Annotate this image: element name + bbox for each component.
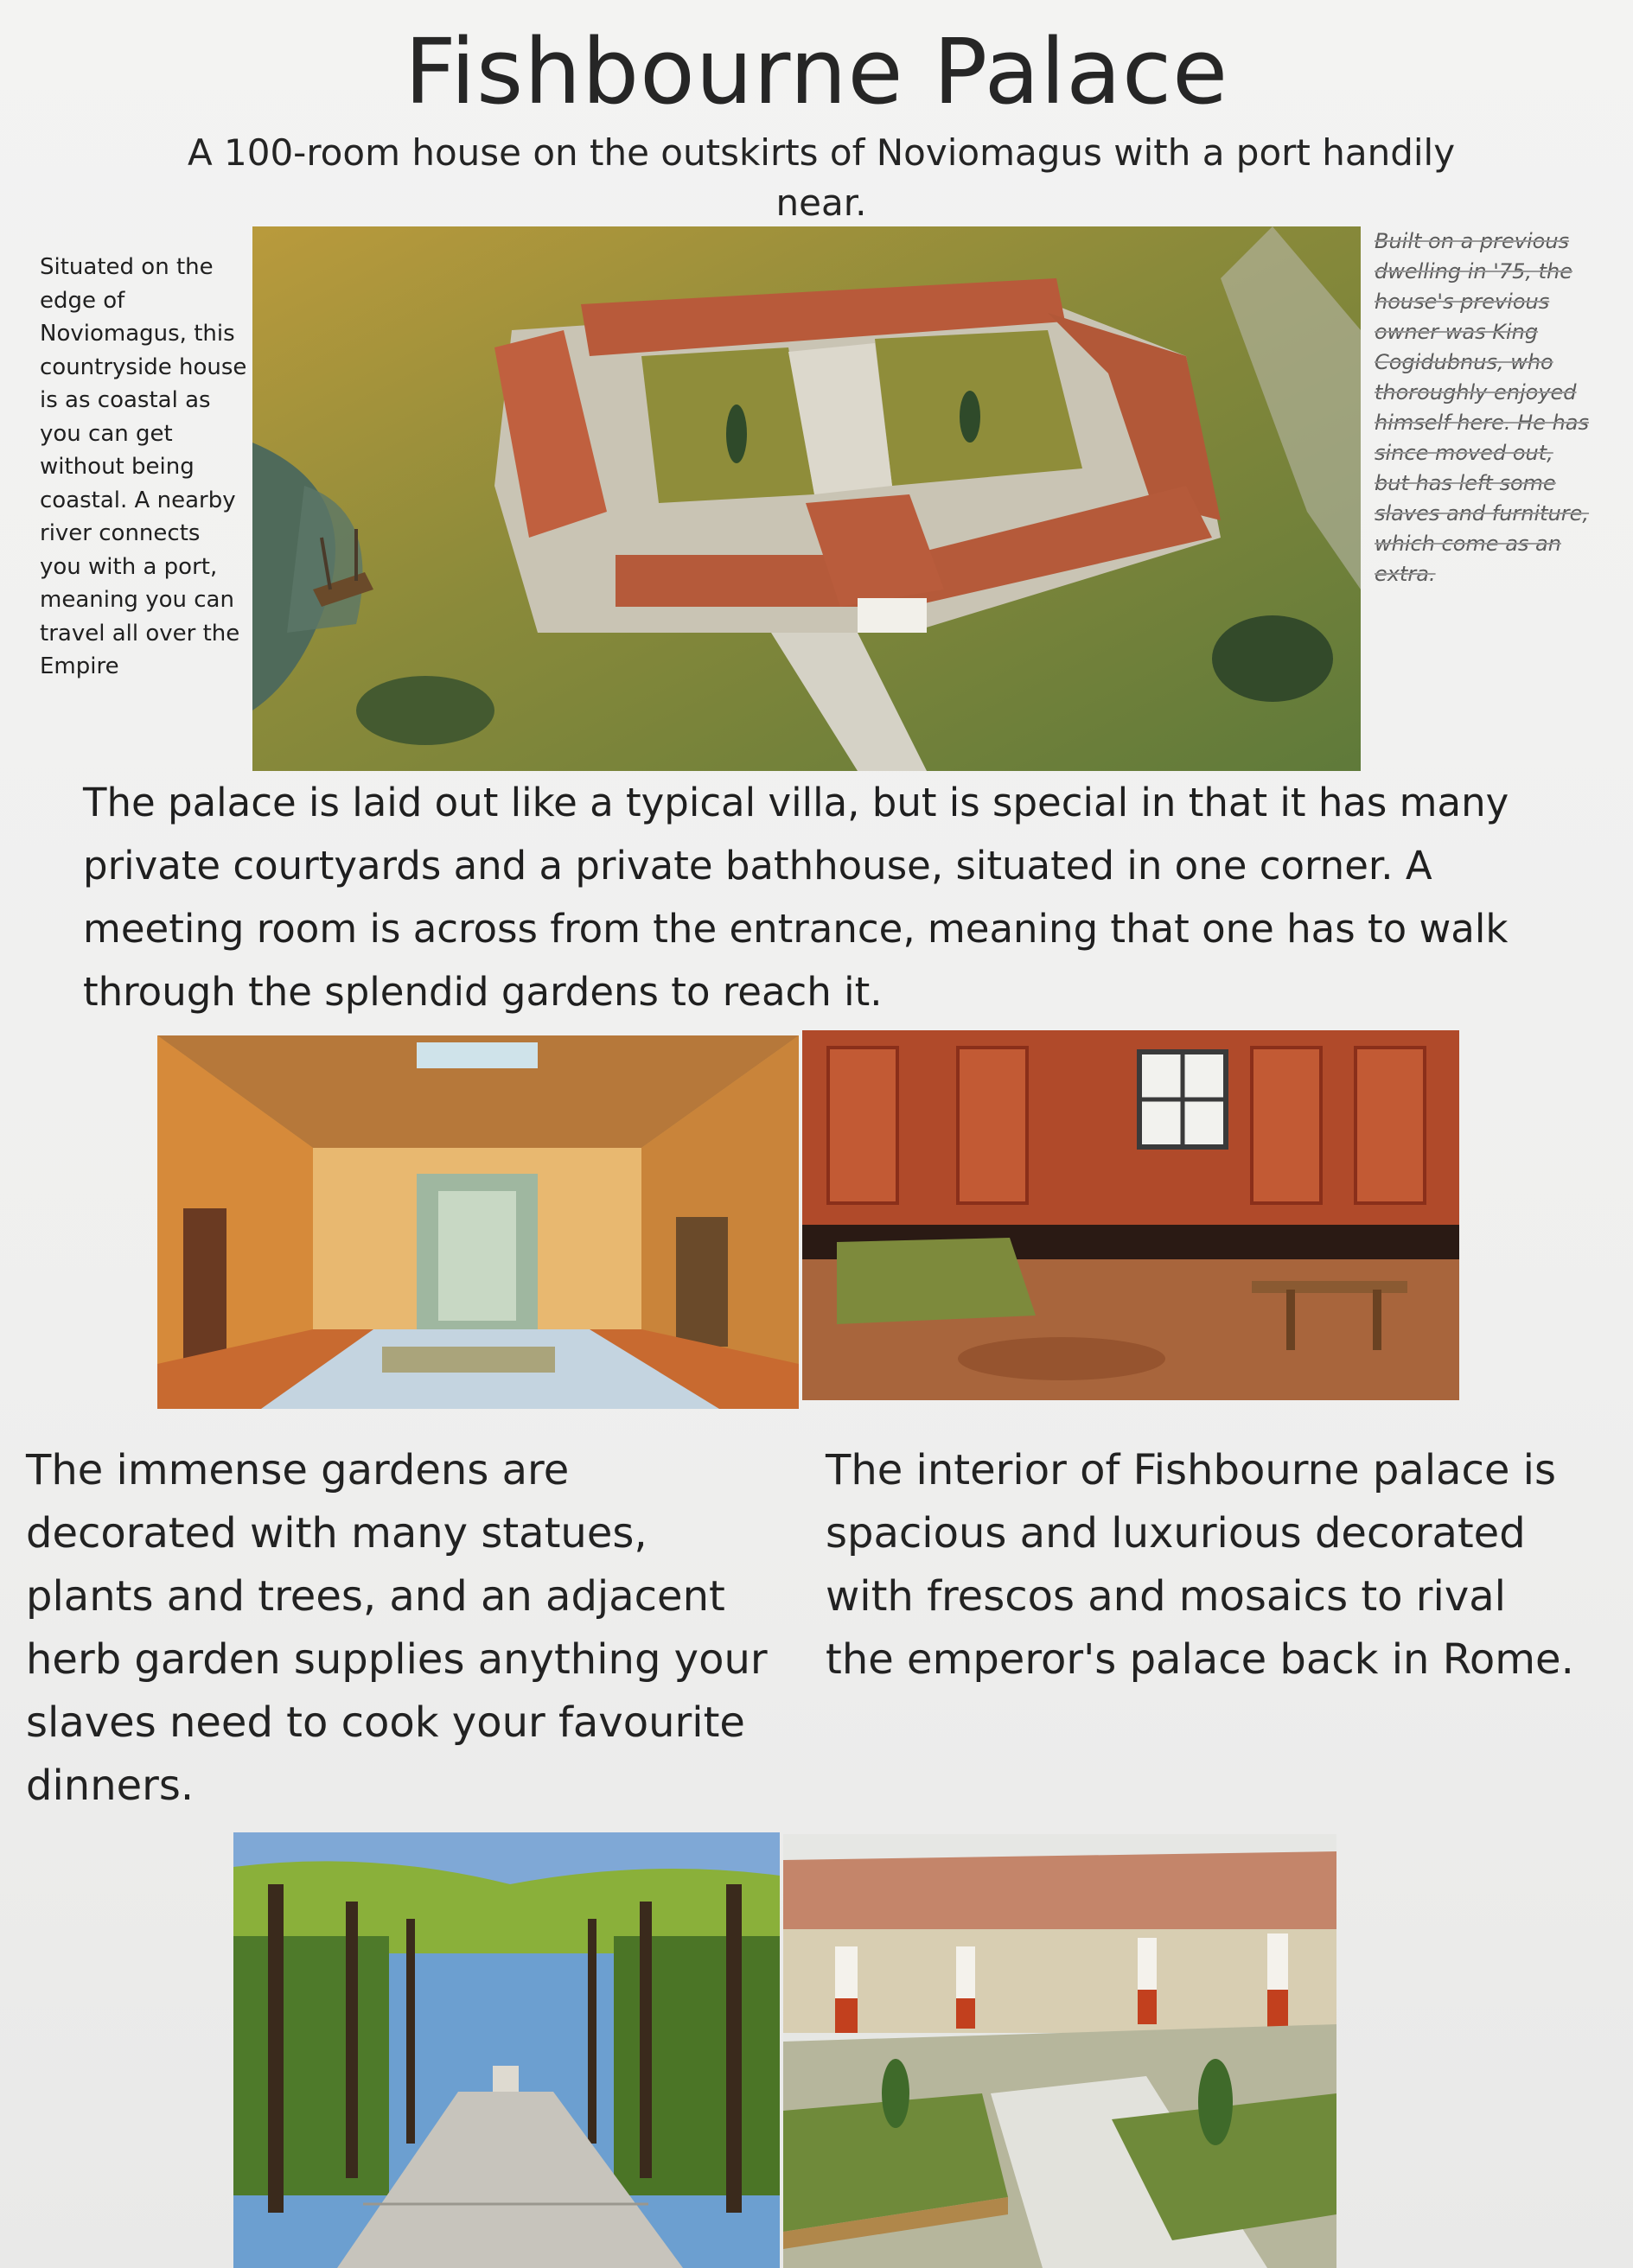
courtyard-colonnade-image [783, 1834, 1336, 2268]
right-sidebar-text: Built on a previous dwelling in '75, the house's previous owner was King Cogidubnus, who thoroughly enjoyed himself here. He has since moved out, but has left some slaves and furniture, which come as an extra. [1375, 229, 1590, 586]
red-fresco-room-image [802, 1030, 1459, 1400]
painted-interior-hall-image [157, 1035, 799, 1409]
page-title: Fishbourne Palace [404, 19, 1229, 124]
gardens-text: The immense gardens are decorated with many statues, plants and trees, and an adjacent herb garden supplies anything your slaves need to cook your favourite dinners. [26, 1446, 768, 1810]
page-subtitle: A 100-room house on the outskirts of Noviomagus with a port handily near. [187, 131, 1456, 224]
aerial-palace-model-image [252, 226, 1361, 771]
interior-text: The interior of Fishbourne palace is spacious and luxurious decorated with frescos and mosaics to rival the emperor's palace back in Rome. [826, 1446, 1574, 1684]
layout-paragraph: The palace is laid out like a typical villa, but is special in that it has many private courtyards and a private bathhouse, situated in one corner. A meeting room is across from the entrance, meaning that one has to walk through the splendid gardens to reach it. [83, 780, 1509, 1015]
pergola-garden-path-image [233, 1832, 780, 2268]
left-sidebar-text: Situated on the edge of Noviomagus, this countryside house is as coastal as you can get without being coastal. A nearby river connects you with a port, meaning you can travel all over the Empire [40, 254, 247, 679]
